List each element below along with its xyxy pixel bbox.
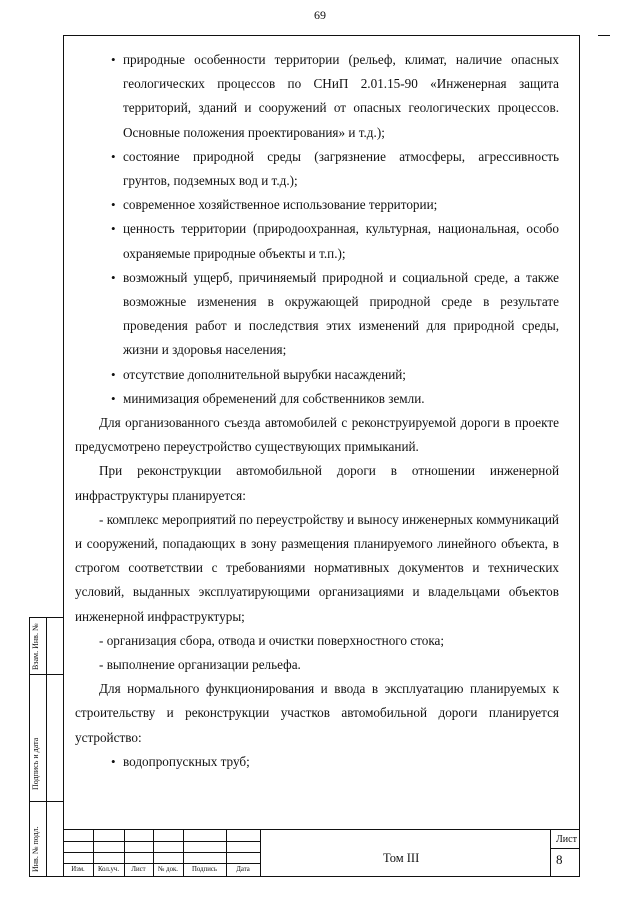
title-block-col <box>550 830 551 877</box>
volume-label: Том III <box>383 851 420 865</box>
sheet-number: 8 <box>556 852 563 867</box>
dash-item: - комплекс мероприятий по переустройству и выносу инженерных коммуникаций и сооружений, попадающих в зону размещения планируемого линейного объекта, в строгом соответствии с требованиями нормативных документов и технических условий, выданных эксплуатирующими организациями и владельцами объектов инженерной инфраструктуры; <box>75 511 559 624</box>
side-label-replacement: Взам. Инв. № <box>31 623 40 670</box>
side-label-inventory: Инв. № подл. <box>31 826 40 872</box>
bullet-item: • отсутствие дополнительной вырубки насаждений; <box>75 363 559 387</box>
bullet-item: • состояние природной среды (загрязнение атмосферы, агрессивность грунтов, подземных вод и т.д.); <box>75 145 559 193</box>
bullet-item: • современное хозяйственное использование территории; <box>75 193 559 217</box>
bullet-item: • водопропускных труб; <box>75 750 559 774</box>
page-number: 69 <box>314 8 326 22</box>
sheet-label: Лист <box>556 834 577 845</box>
col-izm: Изм. <box>71 866 85 873</box>
bullet-item: • возможный ущерб, причиняемый природной и социальной среде, а также возможные изменения в окружающей природной среде в результате проведения работ и последствия этих изменений для природной среды, жизни и здоровья населения; <box>75 266 559 363</box>
side-label-signature: Подпись и дата <box>31 737 40 790</box>
paragraph: При реконструкции автомобильной дороги в отношении инженерной инфраструктуры планируется: <box>75 463 559 503</box>
col-list: Лист <box>131 866 146 873</box>
document-body <box>75 48 559 774</box>
paragraph: Для нормального функционирования и ввода в эксплуатацию планируемых к строительству и реконструкции участков автомобильной дороги планируется устройство: <box>75 681 559 745</box>
bullet-item: • минимизация обременений для собственников земли. <box>75 387 559 411</box>
side-stamp-divider <box>46 618 47 876</box>
frame-tick <box>598 35 610 36</box>
col-signature: Подпись <box>192 866 217 873</box>
title-block <box>63 829 580 877</box>
title-block-col <box>260 830 261 877</box>
bullet-item: • ценность территории (природоохранная, культурная, национальная, особо охраняемые природные объекты и т.п.); <box>75 217 559 265</box>
col-doc-number: № док. <box>157 866 179 873</box>
col-date: Дата <box>236 866 250 873</box>
side-stamp-separator <box>30 801 63 802</box>
title-block-row <box>550 848 580 849</box>
dash-item: - организация сбора, отвода и очистки поверхностного стока; <box>99 632 445 648</box>
paragraph: Для организованного съезда автомобилей с реконструируемой дороги в проекте предусмотрено переустройство существующих примыканий. <box>75 415 559 455</box>
col-kol-uch: Кол.уч. <box>97 866 120 873</box>
dash-item: - выполнение организации рельефа. <box>99 657 301 673</box>
side-stamp-separator <box>30 674 63 675</box>
bullet-item: • природные особенности территории (рельеф, климат, наличие опасных геологических процессов по СНиП 2.01.15-90 «Инженерная защита территорий, зданий и сооружений от опасных геологических процессов. Основные положения проектирования» и т.д.); <box>75 48 559 145</box>
